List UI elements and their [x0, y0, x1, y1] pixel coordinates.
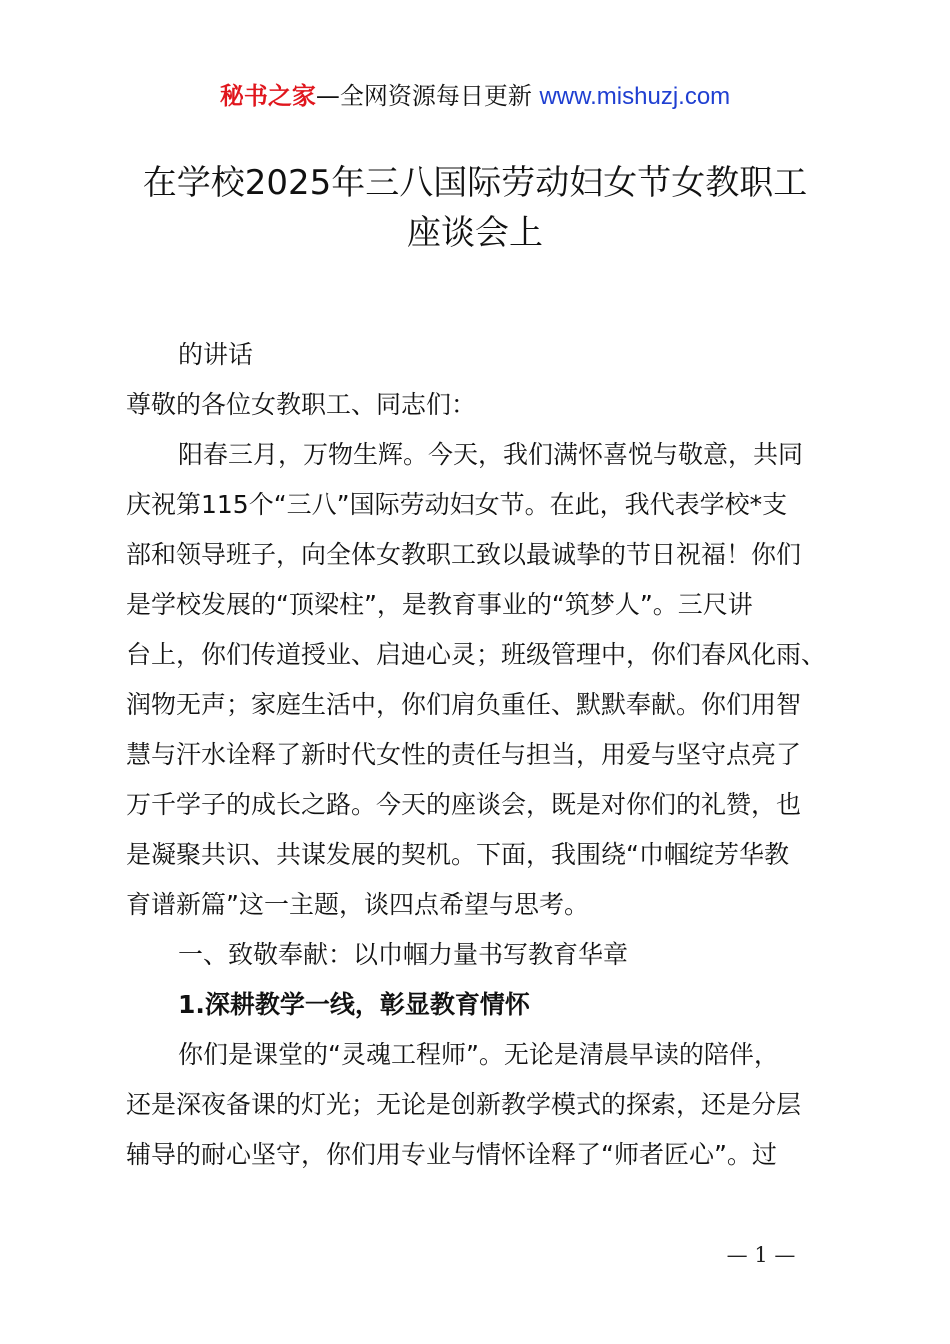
section-heading: 一、致敬奉献：以巾帼力量书写教育华章 — [178, 940, 629, 969]
subtitle-continuation: 的讲话 — [178, 340, 254, 369]
body-line: 还是深夜备课的灯光；无论是创新教学模式的探索，还是分层 — [126, 1090, 802, 1119]
document-body — [126, 330, 838, 1180]
body-line: 万千学子的成长之路。今天的座谈会，既是对你们的礼赞，也 — [126, 790, 802, 819]
site-header — [0, 80, 950, 113]
body-line: 是凝聚共识、共谋发展的契机。下面，我围绕“巾帼绽芳华教 — [126, 840, 789, 869]
body-line: 阳春三月，万物生辉。今天，我们满怀喜悦与敬意，共同 — [178, 440, 804, 469]
body-line: 是学校发展的“顶梁柱”，是教育事业的“筑梦人”。三尺讲 — [126, 590, 753, 619]
body-line: 你们是课堂的“灵魂工程师”。无论是清晨早读的陪伴， — [178, 1040, 779, 1069]
body-line: 慧与汗水诠释了新时代女性的责任与担当，用爱与坚守点亮了 — [126, 740, 802, 769]
salutation: 尊敬的各位女教职工、同志们： — [126, 390, 477, 419]
title-line-2: 座谈会上 — [407, 213, 543, 253]
page-number: — 1 — — [726, 1243, 796, 1267]
brand-name: 秘书之家 — [219, 82, 316, 110]
header-tagline: —全网资源每日更新 — [315, 82, 540, 110]
site-url-link[interactable]: www.mishuzj.com — [539, 83, 731, 110]
body-line: 润物无声；家庭生活中，你们肩负重任、默默奉献。你们用智 — [126, 690, 802, 719]
document-title — [110, 158, 840, 258]
body-line: 部和领导班子，向全体女教职工致以最诚挚的节日祝福！你们 — [126, 540, 802, 569]
body-line: 庆祝第115个“三八”国际劳动妇女节。在此，我代表学校*支 — [126, 490, 788, 519]
subsection-heading: 1.深耕教学一线，彰显教育情怀 — [178, 990, 530, 1019]
title-line-1: 在学校2025年三八国际劳动妇女节女教职工 — [142, 163, 808, 203]
body-line: 台上，你们传道授业、启迪心灵；班级管理中，你们春风化雨、 — [126, 640, 827, 669]
body-line: 辅导的耐心坚守，你们用专业与情怀诠释了“师者匠心”。过 — [126, 1140, 777, 1169]
body-line: 育谱新篇”这一主题，谈四点希望与思考。 — [126, 890, 589, 919]
